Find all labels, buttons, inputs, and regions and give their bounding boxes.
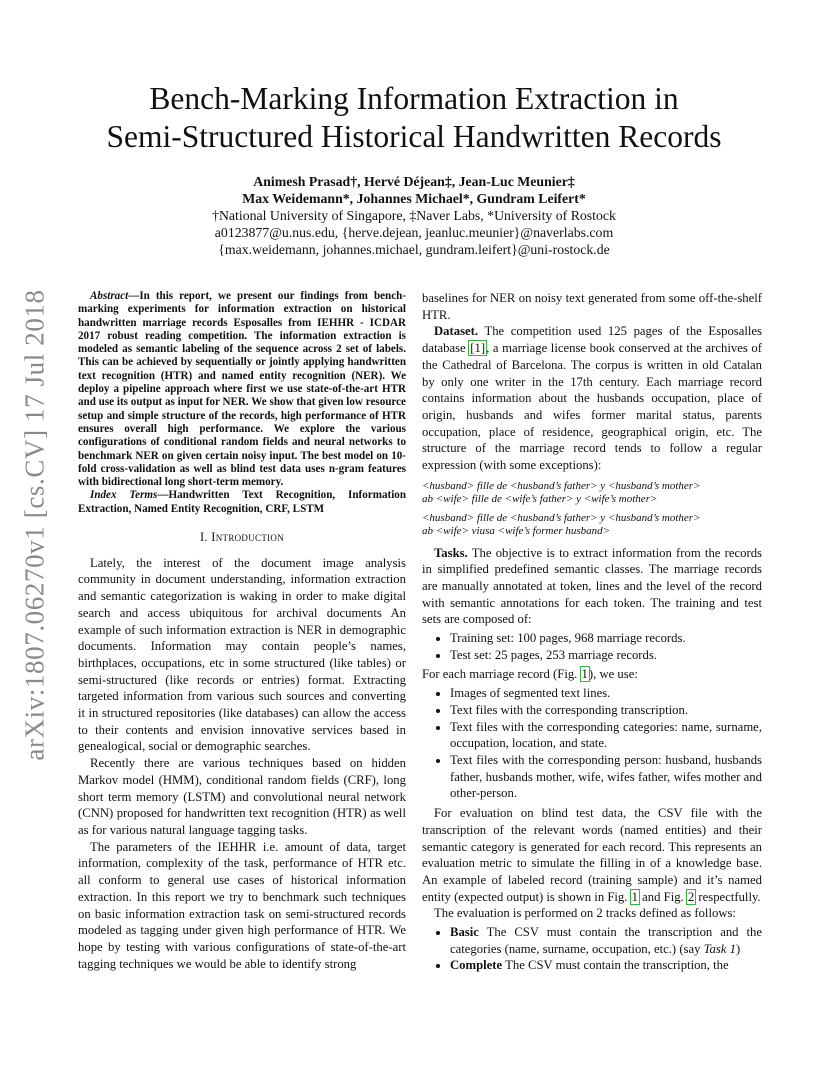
track-basic-label: Basic <box>450 925 479 940</box>
abstract-lead: Abstract <box>90 290 129 302</box>
regex-2-line-2: ab <wife> viusa <wife’s former husband> <box>422 525 611 538</box>
sets-list <box>422 630 762 663</box>
uses-list <box>422 685 762 802</box>
dataset-label: Dataset. <box>434 324 479 339</box>
index-terms-text: —Handwritten Text Recognition, Information Extraction, Named Entity Recognition, CRF, LSTM <box>78 489 406 515</box>
citation-link-1[interactable]: [1] <box>470 341 486 356</box>
list-item: • Complete The CSV must contain the transcription, the <box>450 957 762 974</box>
regex-1-line-2: ab <wife> fille de <wife’s father> y <wife’s mother> <box>422 492 658 505</box>
list-item: • Images of segmented text lines. <box>450 685 762 702</box>
intro-paragraph-1: Lately, the interest of the document image analysis community in document understanding, information extraction and semantic categorization is waking in order to make digital search and access ubiquitous for archival documents An example of such information extraction is NER in demographic documents. Information may contain people’s names, birthplaces, occupations, etc in some structured (like tables) or semi-structured (like records or entries) format. Extracting targeted information from various such sources and converting it in structured repositories (like databases) can allow the access to their contents and envision innovative services based in genealogical, social or demographic searches. <box>78 555 406 754</box>
right-column <box>422 290 762 977</box>
paper-title <box>60 80 768 156</box>
left-column <box>78 290 406 972</box>
list-item: • Text files with the corresponding categories: name, surname, occupation, location, and state. <box>450 719 762 752</box>
arxiv-sidebar <box>12 290 58 760</box>
regex-example-2 <box>422 512 762 538</box>
regex-1-line-1: <husband> fille de <husband’s father> y <husband’s mother> <box>422 479 701 492</box>
list-item: • Text files with the corresponding person: husband, husbands father, husbands mother, wife, wifes father, wifes mother and other-person. <box>450 752 762 802</box>
tasks-paragraph: Tasks. The objective is to extract information from the records in simplified predefined semantic classes. The marriage records are manually annotated at token, lines and the level of the record with semantic annotations for each token. The training and test sets are composed of: <box>422 545 762 627</box>
right-continuation: baselines for NER on noisy text generated from some off-the-shelf HTR. <box>422 291 762 322</box>
tasks-label: Tasks. <box>434 545 468 560</box>
list-item: • Text files with the corresponding transcription. <box>450 702 762 719</box>
foreach-paragraph: For each marriage record (Fig. 1), we use: <box>422 667 638 682</box>
regex-example-1 <box>422 480 762 506</box>
intro-paragraph-2: Recently there are various techniques based on hidden Markov model (HMM), conditional random fields (CRF), long short term memory (LSTM) and convolutional neural network (CNN) proposed for handwritten text recognition (HTR) as well as for various natural language tagging tasks. <box>78 756 406 837</box>
regex-2-line-1: <husband> fille de <husband’s father> y <husband’s mother> <box>422 512 701 525</box>
emails-line-2: {max.weidemann, johannes.michael, gundram.leifert}@uni-rostock.de <box>218 242 610 257</box>
tracks-list <box>422 924 762 974</box>
title-line-2: Semi-Structured Historical Handwritten Records <box>106 119 722 154</box>
abstract-text: —In this report, we present our findings from bench-marking experiments for information extraction on historical handwritten marriage records Esposalles from IEHHR - ICDAR 2017 robust reading competition. The information extraction is modeled as semantic labeling of the sequence across 2 set of labels. This can be achieved by sequentially or jointly applying handwritten text recognition (HTR) and named entity recognition (NER). We deploy a pipeline approach where first we use state-of-the-art HTR and use its output as input for NER. We show that given low resource setup and simple structure of the records, high performance of HTR ensures overall high performance. We explore the various configurations of conditional random fields and neural networks to benchmark NER on given certain noisy input. The best model on 10-fold cross-validation as well as blind test data uses n-gram features with bidirectional long short-term memory. <box>78 290 406 489</box>
evaluation-paragraph: For evaluation on blind test data, the CSV file with the transcription of the relevant words (named entities) and their semantic category is generated for each record. This represents an evaluation metric to simulate the filling in of a knowledge base. An example of labeled record (training sample) and it’s named entity (expected output) is shown in Fig. 1 and Fig. 2 respectfully. <box>422 806 762 904</box>
task-1-label: Task 1 <box>703 941 736 956</box>
intro-paragraph-3: The parameters of the IEHHR i.e. amount of data, target information, complexity of the task, performance of HTR etc. all conform to general use cases of historical information extraction. In this report we try to benchmark such techniques on basic information extraction task on semi-structured records modeled as tagging under given high performance of HTR. We hope by testing with various configurations of state-of-the-art tagging techniques we would be able to identify strong <box>78 839 406 971</box>
dataset-paragraph: Dataset. The competition used 125 pages of the Esposalles database [1], a marriage license book conserved at the archives of the Cathedral of Barcelona. The corpus is written in old Catalan by only one writer in the 17th century. Each marriage record contains information about the husbands occupation, place of origin, husbands and wifes former marital status, parents occupation, place of residence, geographical origin, etc. The structure of the marriage record tends to follow a regular expression (with some exceptions): <box>422 324 762 473</box>
tracks-intro: The evaluation is performed on 2 tracks defined as follows: <box>434 906 736 921</box>
track-complete-label: Complete <box>450 958 503 973</box>
figure-link-2[interactable]: 2 <box>687 889 695 904</box>
section-heading-introduction: I. Introduction <box>199 530 285 545</box>
author-block <box>60 173 768 258</box>
index-terms <box>78 489 406 516</box>
arxiv-identifier: arXiv:1807.06270v1 [cs.CV] 17 Jul 2018 <box>19 289 50 761</box>
affiliations: †National University of Singapore, ‡Naver Labs, *University of Rostock <box>212 208 616 223</box>
figure-link-1b[interactable]: 1 <box>631 889 638 904</box>
list-item: • Basic The CSV must contain the transcription and the categories (name, surname, occupation, etc.) (say Task 1) <box>450 924 762 957</box>
author-names-line-1: Animesh Prasad†, Hervé Déjean‡, Jean-Luc Meunier‡ <box>253 174 575 189</box>
emails-line-1: a0123877@u.nus.edu, {herve.dejean, jeanluc.meunier}@naverlabs.com <box>214 225 614 240</box>
list-item: • Test set: 25 pages, 253 marriage records. <box>450 647 762 664</box>
index-terms-lead: Index Terms <box>90 489 158 502</box>
list-item: • Training set: 100 pages, 968 marriage records. <box>450 630 762 647</box>
title-line-1: Bench-Marking Information Extraction in <box>149 81 679 116</box>
abstract <box>78 290 406 489</box>
figure-link-1[interactable]: 1 <box>581 667 588 682</box>
author-names-line-2: Max Weidemann*, Johannes Michael*, Gundram Leifert* <box>242 191 586 206</box>
